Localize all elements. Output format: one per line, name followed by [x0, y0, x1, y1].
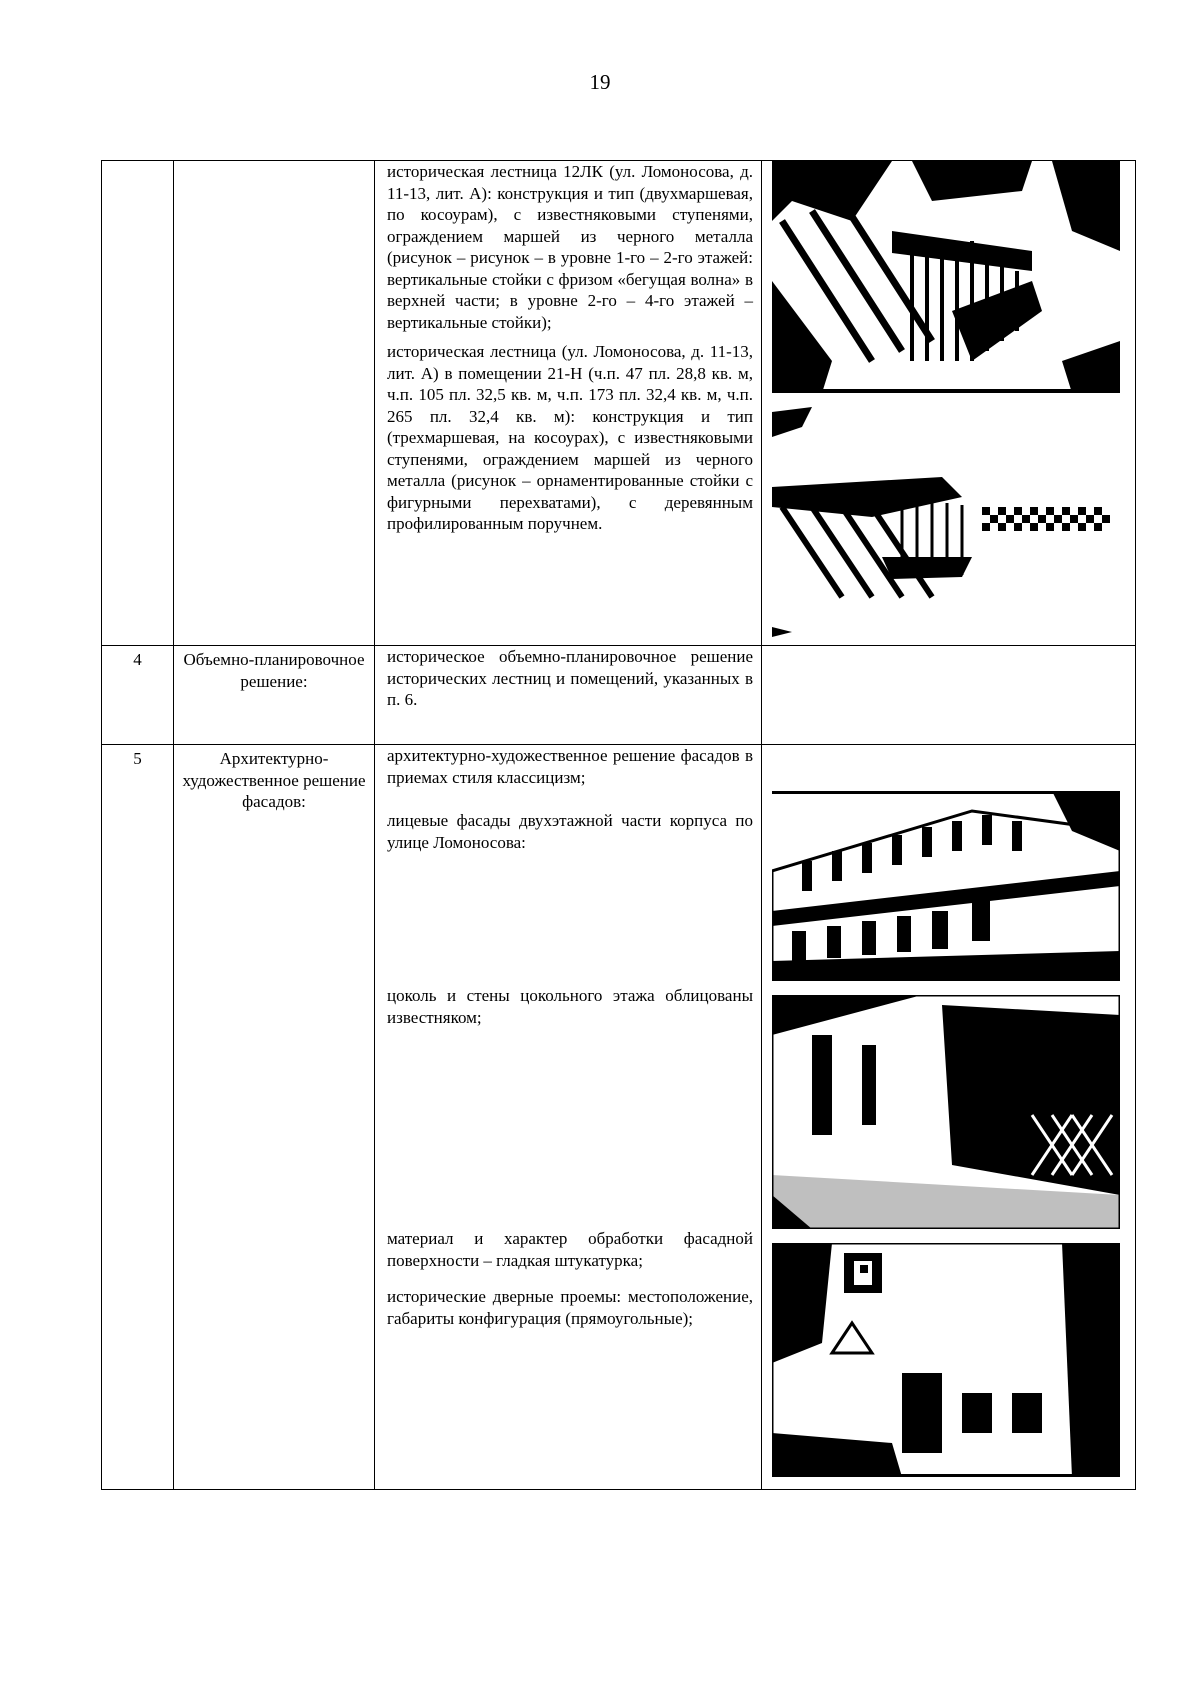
row-description-cell — [375, 646, 762, 745]
facade-style-text: архитектурно-художественное решение фасадов в приемах стиля классицизм; — [387, 746, 753, 787]
row-number-cell — [102, 161, 174, 646]
staircase-12lk-text: историческая лестница 12ЛК (ул. Ломоносова, д. 11-13, лит. А): конструкция и тип (двухмаршевая, по косоурам), с известняковыми ступенями, ограждением маршей из черного металла (рисунок – рисунок – в уровне 1-го – 2-го этажей: вертикальные стойки с фризом «бегущая волна» в верхней части; в уровне 2-го – 4-го этажей – вертикальные стойки); — [387, 162, 753, 332]
facade-lomonosova-photo — [772, 791, 1120, 981]
row-description-cell — [375, 161, 762, 646]
main-facades-text: лицевые фасады двухэтажной части корпуса по улице Ломоносова: — [387, 811, 753, 852]
page-number: 19 — [589, 70, 611, 94]
plinth-text: цоколь и стены цокольного этажа облицованы известняком; — [387, 986, 753, 1027]
object-features-table — [101, 160, 1136, 1490]
row-photo-cell — [762, 161, 1136, 646]
table-row-4 — [102, 646, 1136, 745]
row-photo-cell — [762, 745, 1136, 1490]
row-description-cell — [375, 745, 762, 1490]
row-photo-cell — [762, 646, 1136, 745]
door-openings-text: исторические дверные проемы: местоположение, габариты конфигурация (прямоугольные); — [387, 1287, 753, 1328]
staircase-12lk-photo — [772, 161, 1120, 393]
table-row-continuation — [102, 161, 1136, 646]
row-name-cell: Объемно-планировочное решение: — [174, 646, 375, 745]
row-number-cell: 4 — [102, 646, 174, 745]
table-row-5 — [102, 745, 1136, 1490]
staircase-21n-photo — [772, 407, 1120, 645]
row-number-cell: 5 — [102, 745, 174, 1490]
row-name-cell — [174, 161, 375, 646]
plinth-photo — [772, 995, 1120, 1229]
volume-planning-text: историческое объемно-планировочное решение исторических лестниц и помещений, указанных в п. 6. — [387, 647, 753, 709]
doorway-facade-photo — [772, 1243, 1120, 1477]
surface-finish-text: материал и характер обработки фасадной поверхности – гладкая штукатурка; — [387, 1229, 753, 1270]
row-name-cell: Архитектурно-художественное решение фасадов: — [174, 745, 375, 1490]
staircase-21n-text: историческая лестница (ул. Ломоносова, д. 11-13, лит. А) в помещении 21-Н (ч.п. 47 пл. 28,8 кв. м, ч.п. 105 пл. 32,5 кв. м, ч.п. 173 пл. 32,4 кв. м, ч.п. 265 пл. 32,4 кв. м): конструкция и тип (трехмаршевая, на косоурах), с известняковыми ступенями, ограждением маршей из черного металла (рисунок – орнаментированные стойки с фигурными перехватами), с деревянным профилированным поручнем. — [387, 342, 753, 533]
